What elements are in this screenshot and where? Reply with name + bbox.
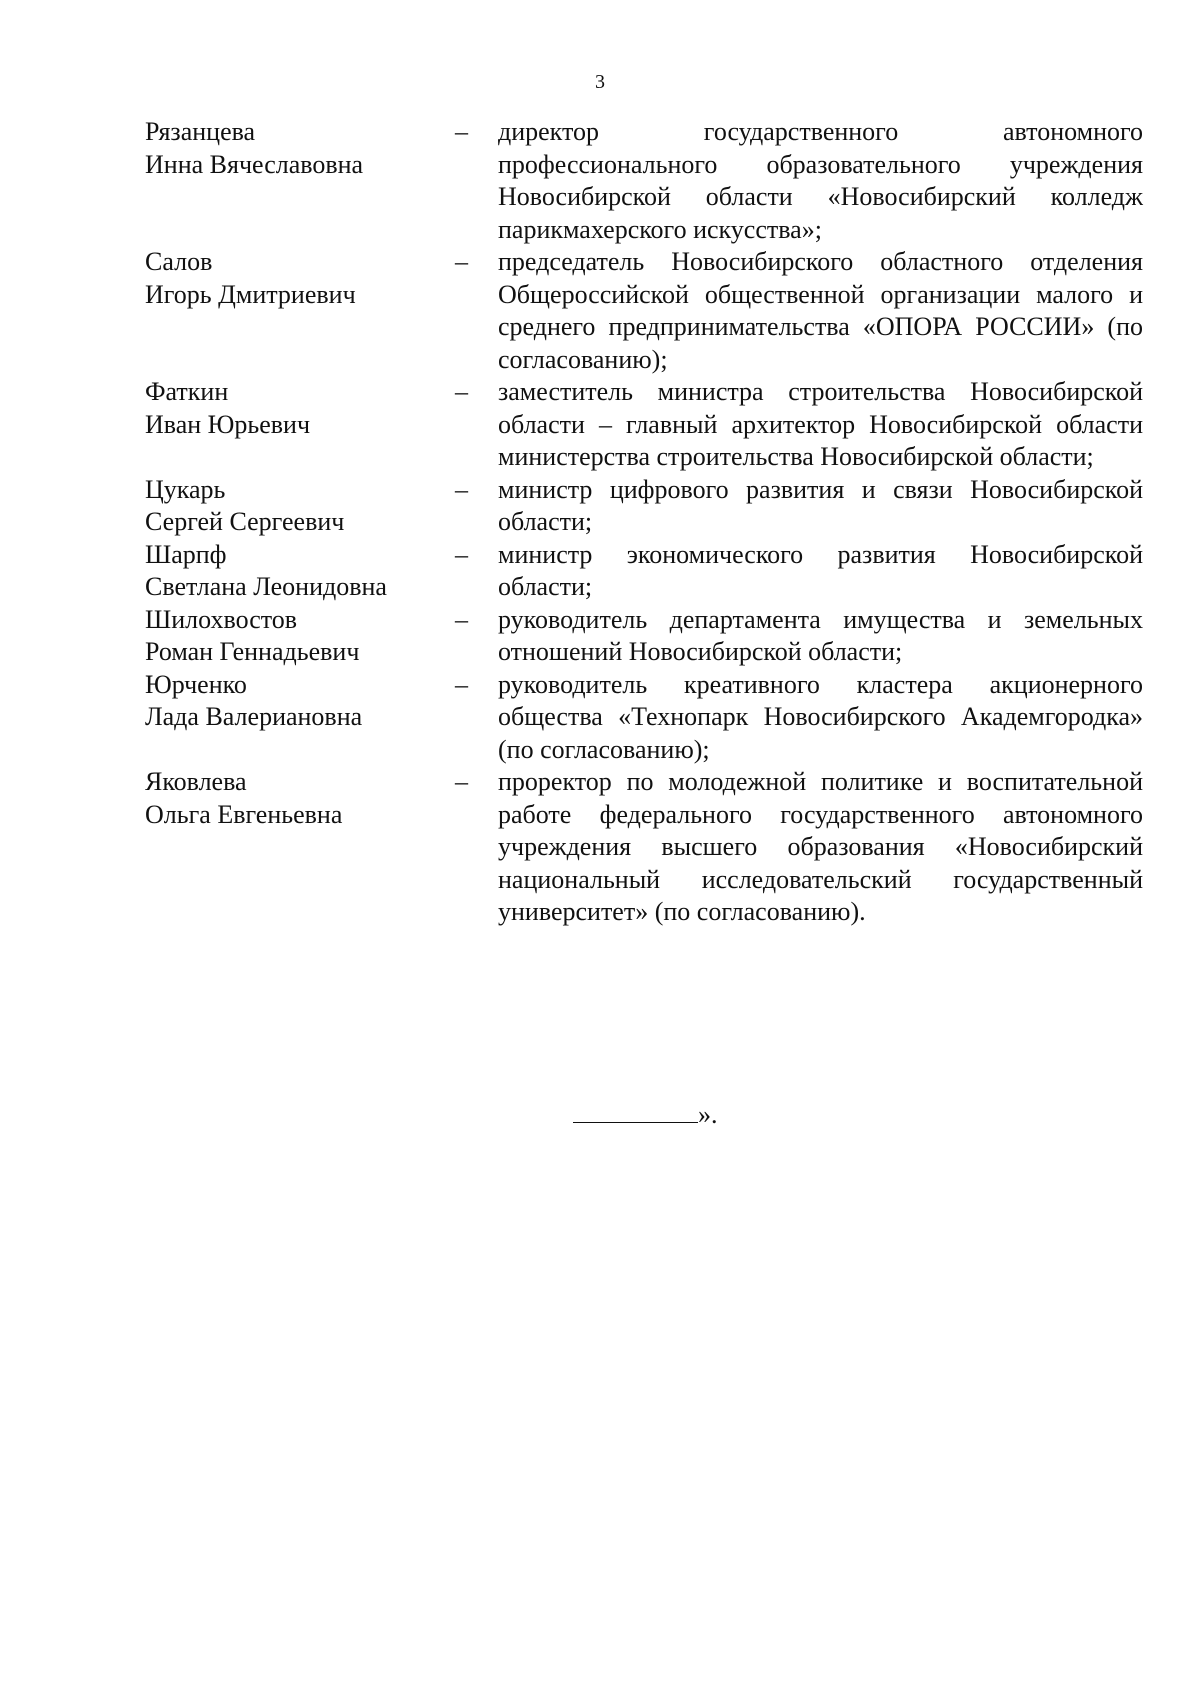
dash-separator: – <box>455 117 468 146</box>
member-given-names: Светлана Леонидовна <box>145 572 387 601</box>
member-surname: Шарпф <box>145 539 227 569</box>
member-given-names: Игорь Дмитриевич <box>145 279 356 309</box>
member-surname: Юрченко <box>145 669 247 699</box>
dash-separator: – <box>455 247 468 276</box>
member-list <box>145 116 1145 929</box>
member-entry <box>145 669 1145 767</box>
member-given-names: Лада Валериановна <box>145 702 363 731</box>
member-surname: Фаткин <box>145 377 229 406</box>
member-name <box>145 669 455 734</box>
member-given-names: Ольга Евгеньевна <box>145 799 343 829</box>
member-surname: Салов <box>145 247 213 276</box>
member-given-names: Сергей Сергеевич <box>145 507 345 536</box>
member-entry <box>145 766 1145 929</box>
closing-mark <box>573 1095 718 1131</box>
member-role: проректор по молодежной политике и воспитательной работе федерального государственного автономного учреждения высшего образования «Новосибирский национальный исследовательский государственный университет» (по согласованию). <box>498 767 1143 926</box>
dash-separator: – <box>455 669 468 699</box>
member-entry <box>145 474 1145 539</box>
dash-separator: – <box>455 767 468 796</box>
member-role: директор государственного автономного профессионального образовательного учреждения Новосибирской области «Новосибирский колледж парикмахерского искусства»; <box>498 117 1143 244</box>
member-surname: Рязанцева <box>145 117 256 146</box>
member-entry <box>145 246 1145 376</box>
member-given-names: Инна Вячеславовна <box>145 149 364 179</box>
member-name <box>145 474 455 539</box>
member-surname: Яковлева <box>145 767 247 796</box>
member-surname: Цукарь <box>145 474 226 504</box>
member-name <box>145 116 455 181</box>
member-role: руководитель креативного кластера акционерного общества «Технопарк Новосибирского Академгородка» (по согласованию); <box>498 669 1143 764</box>
member-entry <box>145 376 1145 474</box>
closing-quote: ». <box>698 1100 718 1129</box>
member-entry <box>145 116 1145 246</box>
member-role: министр цифрового развития и связи Новосибирской области; <box>498 474 1143 536</box>
member-given-names: Роман Геннадьевич <box>145 637 360 666</box>
closing-rule <box>573 1095 698 1123</box>
member-given-names: Иван Юрьевич <box>145 409 311 439</box>
member-role: председатель Новосибирского областного отделения Общероссийской общественной организации малого и среднего предпринимательства «ОПОРА РОССИИ» (по согласованию); <box>498 247 1143 374</box>
dash-separator: – <box>455 377 468 406</box>
member-name <box>145 376 455 441</box>
member-surname: Шилохвостов <box>145 604 298 634</box>
member-entry <box>145 604 1145 669</box>
member-role: министр экономического развития Новосибирской области; <box>498 539 1143 601</box>
dash-separator: – <box>455 474 468 504</box>
member-entry <box>145 539 1145 604</box>
page-number: 3 <box>595 71 605 93</box>
member-name <box>145 604 455 669</box>
dash-separator: – <box>455 539 468 569</box>
member-role: руководитель департамента имущества и земельных отношений Новосибирской области; <box>498 604 1143 666</box>
member-name <box>145 539 455 604</box>
dash-separator: – <box>455 604 468 634</box>
member-name <box>145 766 455 831</box>
member-role: заместитель министра строительства Новосибирской области – главный архитектор Новосибирской области министерства строительства Новосибирской области; <box>498 377 1143 471</box>
member-name <box>145 246 455 311</box>
